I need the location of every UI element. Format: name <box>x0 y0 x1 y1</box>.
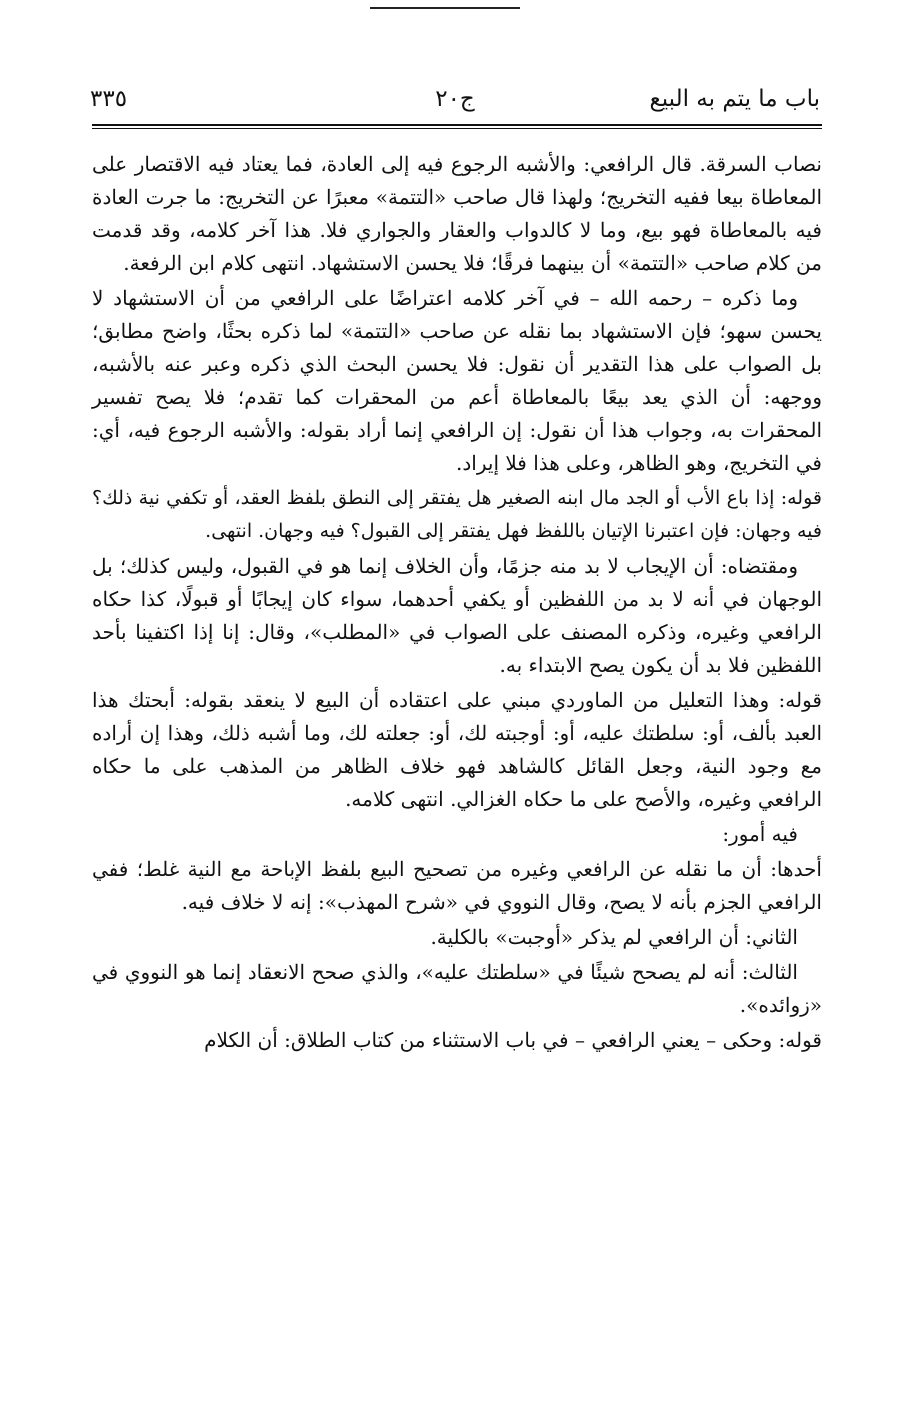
top-divider <box>370 7 520 9</box>
paragraph: قوله: وحكى – يعني الرافعي – في باب الاستثناء من كتاب الطلاق: أن الكلام <box>204 1028 822 1052</box>
paragraph: فيه أمور: <box>722 822 798 846</box>
chapter-title: باب ما يتم به البيع <box>649 86 820 112</box>
page-header <box>90 86 820 122</box>
page-number: ٣٣٥ <box>90 86 128 112</box>
paragraph: قوله: وهذا التعليل من الماوردي مبني على اعتقاده أن البيع لا ينعقد بقوله: أبحتك هذا العبد بألف، أو: سلطتك عليه، أو: أوجبته لك، أو: جعلته لك، وما أشبه ذلك، وهذا إن أراده مع وجود النية، وجعل القائل كالشاهد فهو خلاف الظاهر من المذهب على ما حكاه الرافعي وغيره، والأصح على ما حكاه الغزالي. انتهى كلامه. <box>92 688 822 811</box>
paragraph: أحدها: أن ما نقله عن الرافعي وغيره من تصحيح البيع بلفظ الإباحة مع النية غلط؛ ففي الرافعي الجزم بأنه لا يصح، وقال النووي في «شرح المهذب»: إنه لا خلاف فيه. <box>92 857 822 914</box>
paragraph: قوله: إذا باع الأب أو الجد مال ابنه الصغير هل يفتقر إلى النطق بلفظ العقد، أو تكفي نية ذلك؟ فيه وجهان: فإن اعتبرنا الإتيان باللفظ فهل يفتقر إلى القبول؟ فيه وجهان. انتهى. <box>92 487 822 542</box>
main-text <box>92 148 822 1059</box>
volume-label: ج٢٠ <box>435 86 475 112</box>
paragraph: نصاب السرقة. قال الرافعي: والأشبه الرجوع فيه إلى العادة، فما يعتاد فيه الاقتصار على المعاطاة بيعا ففيه التخريج؛ ولهذا قال صاحب «التتمة» معبرًا عن التخريج: ما جرت العادة فيه بالمعاطاة فهو بيع، وما لا كالدواب والعقار والجواري فلا. هذا آخر كلامه، وقد قدمت من كلام صاحب «التتمة» أن بينهما فرقًا؛ فلا يحسن الاستشهاد. انتهى كلام ابن الرفعة. <box>92 152 822 275</box>
paragraph: الثاني: أن الرافعي لم يذكر «أوجبت» بالكلية. <box>430 925 798 949</box>
header-divider <box>92 124 822 129</box>
paragraph: الثالث: أنه لم يصحح شيئًا في «سلطتك عليه»، والذي صحح الانعقاد إنما هو النووي في «زوائده». <box>92 960 822 1017</box>
paragraph: وما ذكره – رحمه الله – في آخر كلامه اعتراضًا على الرافعي من أن الاستشهاد لا يحسن سهو؛ فإن الاستشهاد بما نقله عن صاحب «التتمة» لما ذكره بحثًا، واضح مطابق؛ بل الصواب على هذا التقدير أن نقول: فلا يحسن البحث الذي ذكره وعبر عنه بالأشبه، ووجهه: أن الذي يعد بيعًا بالمعاطاة أعم من المحقرات كما تقدم؛ فلا يصح تفسير المحقرات به، وجواب هذا أن نقول: إن الرافعي إنما أراد بقوله: والأشبه الرجوع فيه، أي: في التخريج، وهو الظاهر، وعلى هذا فلا إيراد. <box>92 286 822 475</box>
paragraph: ومقتضاه: أن الإيجاب لا بد منه جزمًا، وأن الخلاف إنما هو في القبول، وليس كذلك؛ بل الوجهان في أنه لا بد من اللفظين أو يكفي أحدهما، سواء كان إيجابًا أو قبولًا، كذا حكاه الرافعي وغيره، وذكره المصنف على الصواب في «المطلب»، وقال: إنا إذا اكتفينا بأحد اللفظين فلا بد أن يكون يصح الابتداء به. <box>92 554 822 677</box>
